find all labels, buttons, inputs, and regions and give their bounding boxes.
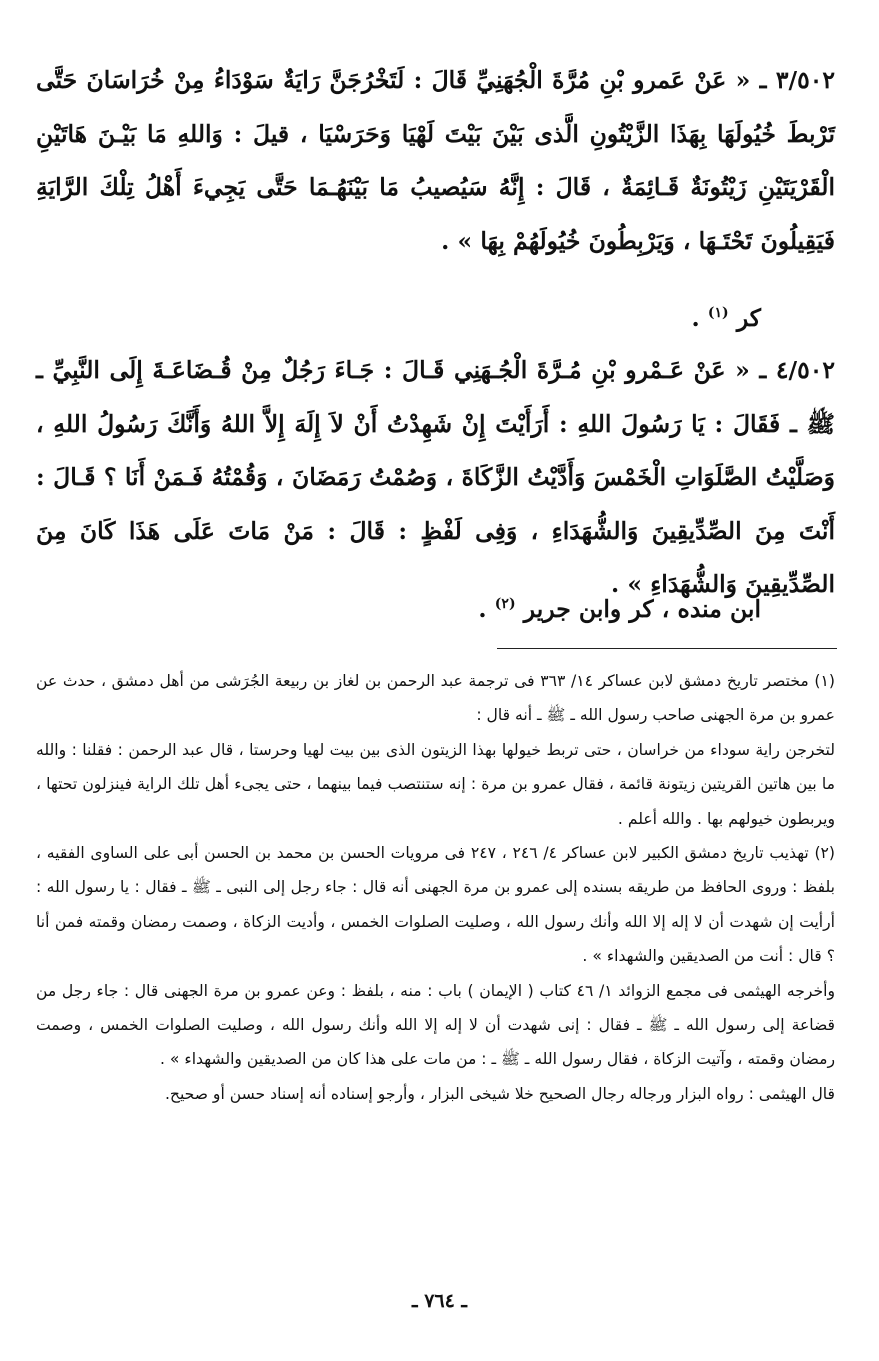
footnote-1-para-2: لتخرجن راية سوداء من خراسان ، حتى تربط خيولها بهذا الزيتون الذى بين بيت لهيا وحرستا ، قال عبد الرحمن : فقلنا : والله ما بين هاتين القريتين زيتونة قائمة ، فقال عمرو بن مرة : إنه ستنتصب فيما بينهما ، حتى يجىء أهل تلك الراية فينزلون تحتها ، ويربطون خيولهم بها . والله أعلم .: [36, 740, 835, 828]
page-number: ـ ٧٦٤ ـ: [412, 1290, 467, 1312]
footnote-divider: [497, 648, 837, 649]
hadith-source-502-4: [478, 579, 761, 634]
hadith-text-502-4: ٤/٥٠٢ ـ « عَنْ عَـمْرو بْنِ مُـرَّةَ الْجُـهَنِي قَـالَ : جَـاءَ رَجُلٌ مِنْ قُـضَاعَـةَ إِلَى النَّبِيِّ ـ ﷺ ـ فَقَالَ : يَا رَسُولَ اللهِ : أَرَأَيْتَ إِنْ شَهِدْتُ أَنْ لاَ إِلَهَ إِلاَّ اللهُ وَأَنَّكَ رَسُولُ اللهِ ، وَصَلَّيْتُ الصَّلَوَاتِ الْخَمْسَ وَأَدَّيْتُ الزَّكَاةَ ، وَصُمْتُ رَمَضَانَ ، وَقُمْتُهُ فَـمَنْ أَنَا ؟ قَـالَ : أَنْتَ مِنَ الصِّدِّيقِينَ وَالشُّهَدَاءِ ، وَفِى لَفْظٍ : قَالَ : مَنْ مَاتَ عَلَى هَذَا كَانَ مِنَ الصِّدِّيقِينَ وَالشُّهَدَاءِ » .: [36, 356, 835, 598]
footnote-2-para-1: (٢) تهذيب تاريخ دمشق الكبير لابن عساكر ٤/ ٢٤٦ ، ٢٤٧ فى مرويات الحسن بن محمد بن الحسن أبى على الساوى الفقيه ، بلفظ : وروى الحافظ من طريقه بسنده إلى عمرو بن مرة الجهنى أنه قال : جاء رجل إلى النبى ـ ﷺ ـ فقال : يا رسول الله : أرأيت إن شهدت أن لا إله إلا الله وأنك رسول الله ، وصليت الصلوات الخمس ، وأديت الزكاة ، وصمت رمضان وقمته فمن أنا ؟ قال : أنت من الصديقين والشهداء » .: [36, 844, 836, 966]
footnotes-section: [36, 664, 835, 1111]
hadith-source-502-3: [692, 288, 762, 343]
source-label: ابن منده ، كر وابن جرير: [523, 594, 761, 623]
footnote-ref-1: (١): [707, 305, 729, 321]
footnote-2-para-2: وأخرجه الهيثمى فى مجمع الزوائد ١/ ٤٦ كتاب ( الإيمان ) باب : منه ، بلفظ : وعن عمرو بن مرة الجهنى قال : جاء رجل من قضاعة إلى رسول الله ـ ﷺ ـ فقال : إنى شهدت أن لا إله إلا الله وأنك رسول الله ، وصليت الصلوات الخمس ، وصمت رمضان وقمته ، وآتيت الزكاة ، فقال رسول الله ـ ﷺ ـ : من مات على هذا كان من الصديقين والشهداء » .: [36, 981, 835, 1069]
footnote-1-para-1: (١) مختصر تاريخ دمشق لابن عساكر ١٤/ ٣٦٣ فى ترجمة عبد الرحمن بن لغاز بن ربيعة الجُرَشى من أهل دمشق ، حدث عن عمرو بن مرة الجهنى صاحب رسول الله ـ ﷺ ـ أنه قال :: [36, 672, 835, 725]
hadith-text-502-3: ٣/٥٠٢ ـ « عَنْ عَمرو بْنِ مُرَّةَ الْجُهَنِيِّ قَالَ : لَتَخْرُجَنَّ رَايَةٌ سَوْدَاءُ مِنْ خُرَاسَانَ حَتَّى تَرْبطَ خُيُولَهَا بِهَذَا الزَّيْتُونِ الَّذى بَيْنَ بَيْتَ لَهْيَا وَحَرَسْيَا ، قيلَ : وَاللهِ مَا بَيْـنَ هَاتَيْنِ الْقَرْيَتَيْنِ زَيْتُونَةٌ قَـائِمَةٌ ، قَالَ : إِنَّهُ سَيُصيبُ مَا بَيْنَهُـمَا حَتَّى يَجِيءَ أَهْلُ تِلْكَ الرَّايَةِ فَيَقِيلُونَ تَحْتَـهَا ، وَيَرْبِطُونَ خُيُولَهُمْ بِهَا » .: [36, 66, 835, 255]
footnote-2-para-3: قال الهيثمى : رواه البزار ورجاله رجال الصحيح خلا شيخى البزار ، وأرجو إسناده أنه إسناد حسن أو صحيح.: [164, 1084, 835, 1103]
period: .: [691, 303, 700, 332]
period: .: [478, 594, 487, 623]
source-label: كر: [736, 303, 761, 332]
footnote-ref-2: (٢): [494, 596, 516, 612]
